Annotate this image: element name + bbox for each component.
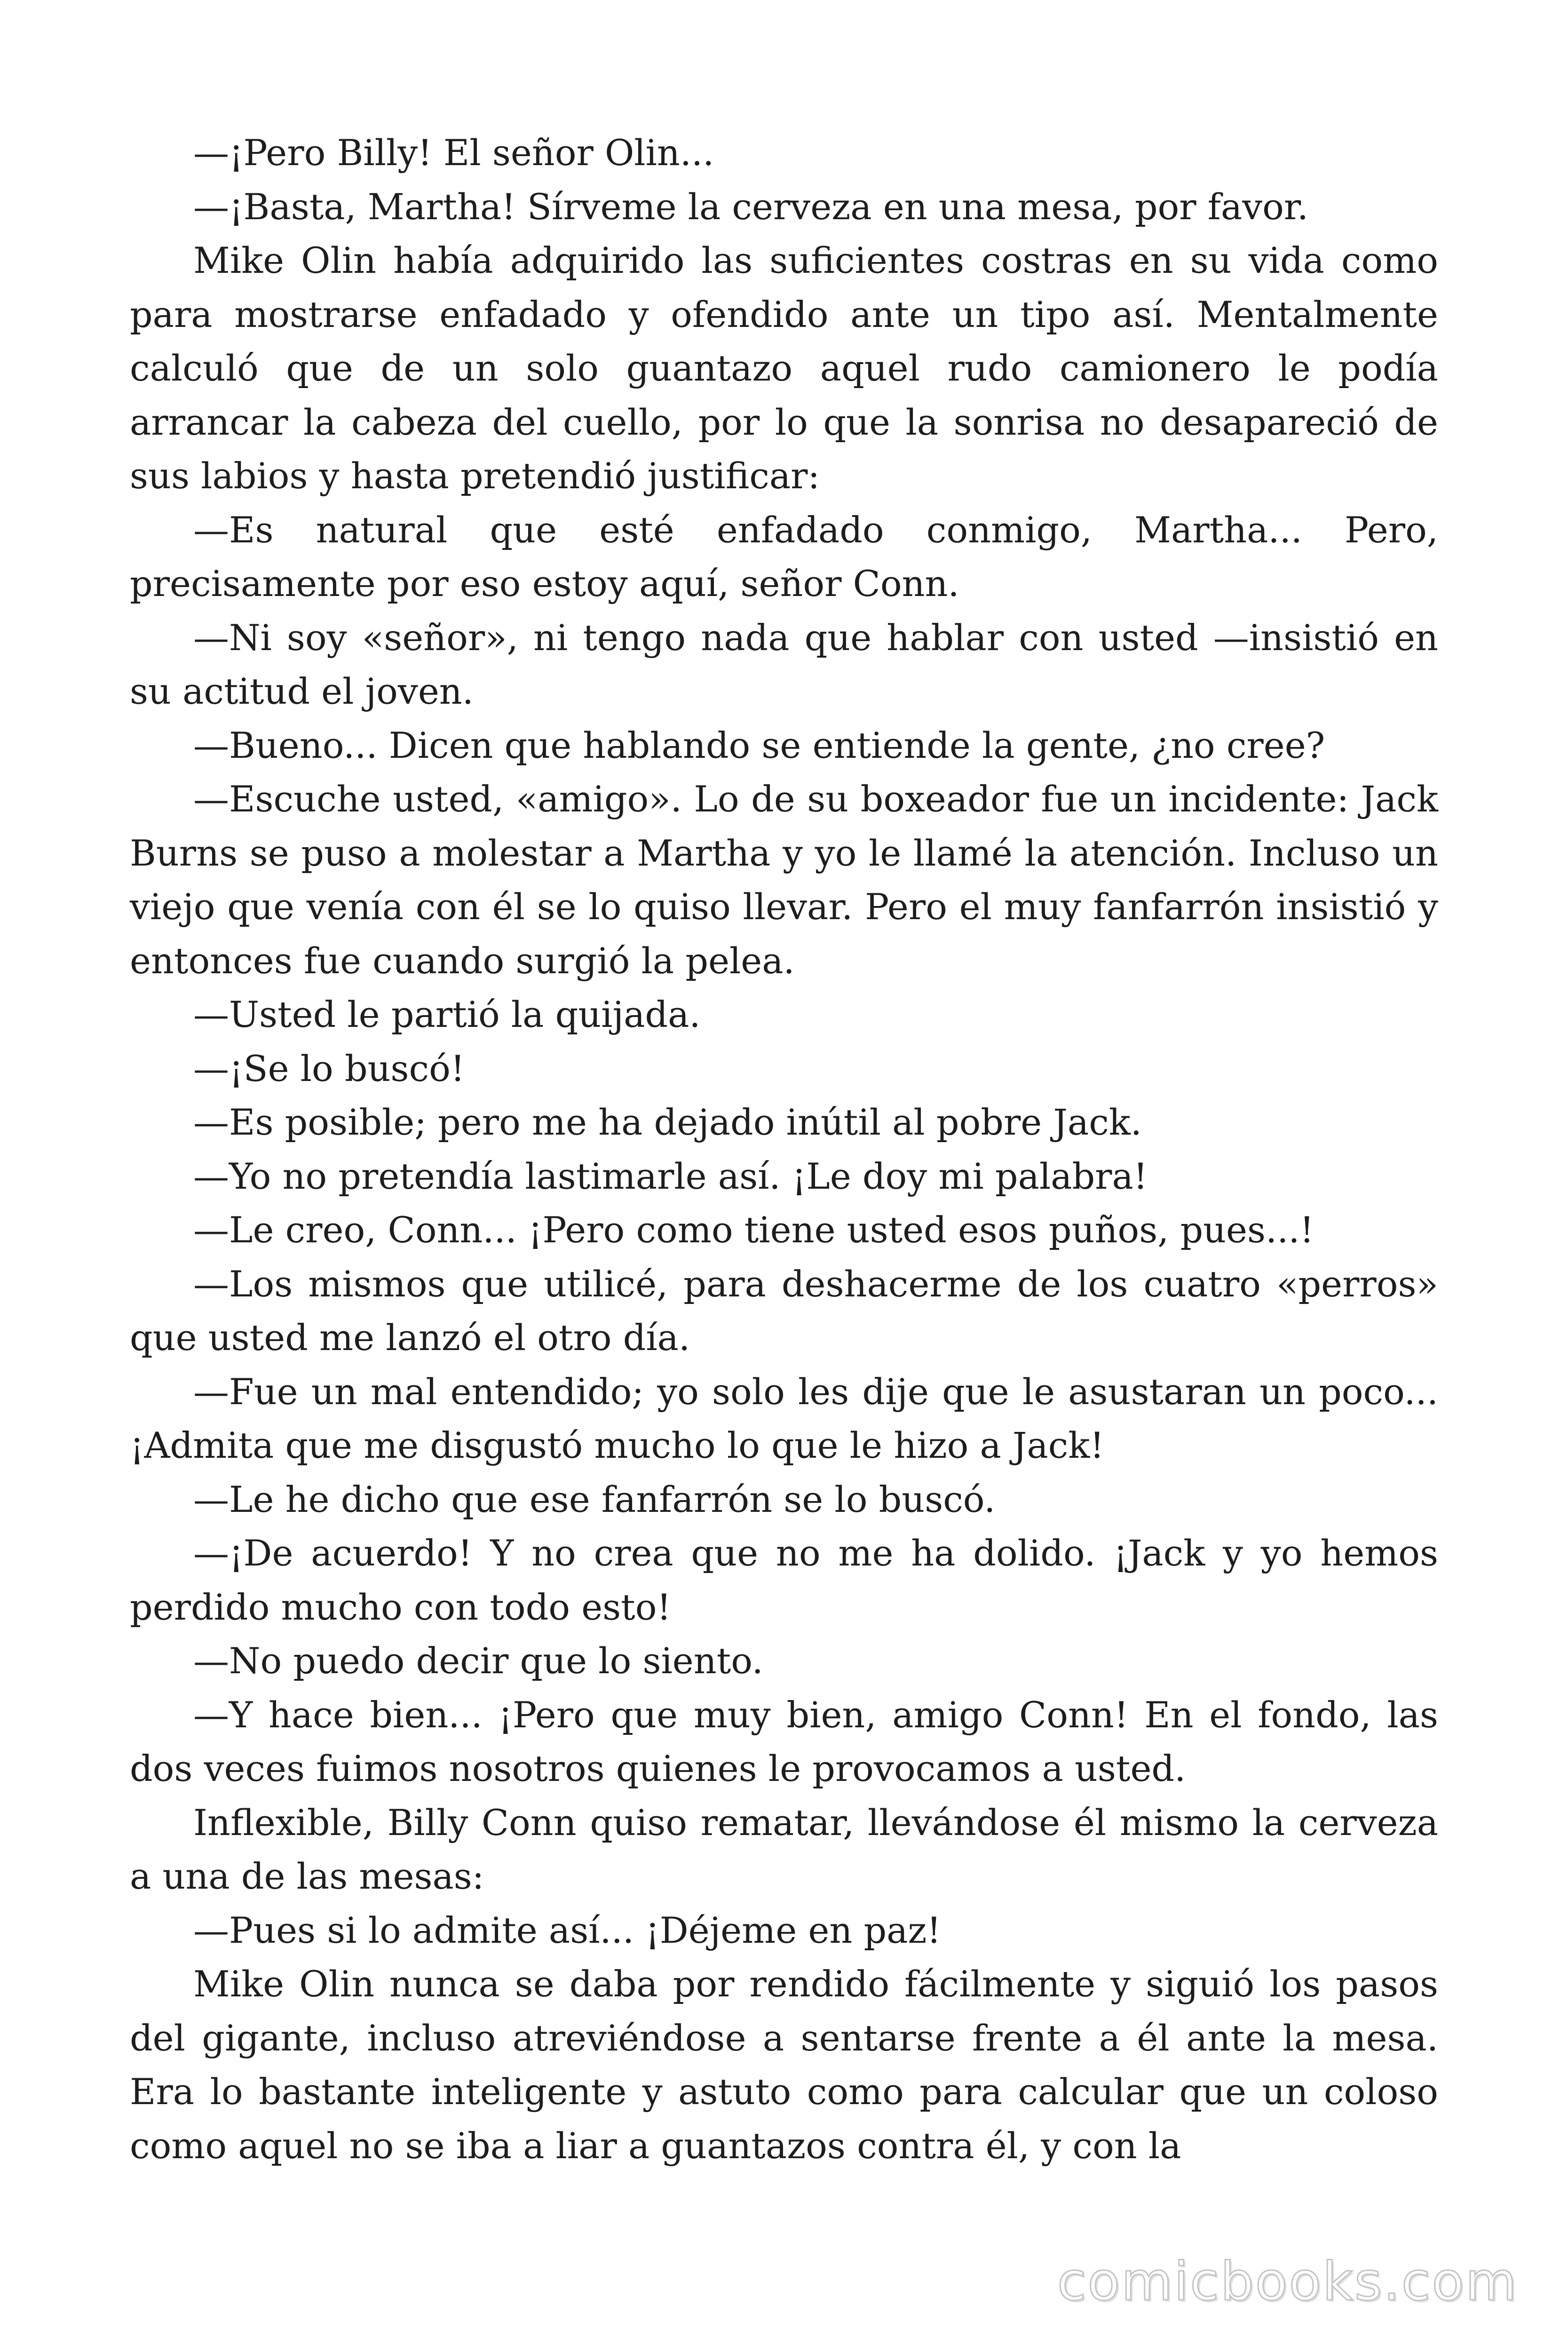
paragraph: —Le he dicho que ese fanfarrón se lo buscó. [193, 1478, 996, 1520]
paragraph: —¡Pero Billy! El señor Olin... [193, 132, 714, 174]
paragraph: —Bueno... Dicen que hablando se entiende la gente, ¿no cree? [193, 724, 1325, 766]
paragraph: Mike Olin había adquirido las suficientes costras en su vida como para mostrarse enfadado y ofendido ante un tipo así. Mentalmente calculó que de un solo guantazo aquel rudo camionero le podía arrancar la cabeza del cuello, por lo que la sonrisa no desapareció de sus labios y hasta pretendió justificar: [130, 239, 1438, 497]
watermark-logo: comicbooks.com [1057, 2251, 1518, 2312]
paragraph: —Ni soy «señor», ni tengo nada que hablar con usted —insistió en su actitud el joven. [130, 616, 1438, 712]
paragraph: Inflexible, Billy Conn quiso rematar, llevándose él mismo la cerveza a una de las mesas: [130, 1801, 1438, 1897]
paragraph: —¡Basta, Martha! Sírveme la cerveza en una mesa, por favor. [193, 185, 1308, 228]
body-text [130, 126, 1438, 2173]
paragraph: —¡De acuerdo! Y no crea que no me ha dolido. ¡Jack y yo hemos perdido mucho con todo esto! [130, 1532, 1438, 1628]
paragraph: —¡Se lo buscó! [193, 1047, 465, 1089]
paragraph: —Es natural que esté enfadado conmigo, Martha... Pero, precisamente por eso estoy aquí, señor Conn. [130, 509, 1438, 604]
paragraph: —Los mismos que utilicé, para deshacerme de los cuatro «perros» que usted me lanzó el otro día. [130, 1263, 1438, 1359]
paragraph: —Escuche usted, «amigo». Lo de su boxeador fue un incidente: Jack Burns se puso a molestar a Martha y yo le llamé la atención. Incluso un viejo que venía con él se lo quiso llevar. Pero el muy fanfarrón insistió y entonces fue cuando surgió la pelea. [130, 778, 1438, 982]
paragraph: —Yo no pretendía lastimarle así. ¡Le doy mi palabra! [193, 1155, 1148, 1197]
paragraph: Mike Olin nunca se daba por rendido fácilmente y siguió los pasos del gigante, incluso atreviéndose a sentarse frente a él ante la mesa. Era lo bastante inteligente y astuto como para calcular que un coloso como aquel no se iba a liar a guantazos contra él, y con la [130, 1963, 1438, 2167]
paragraph: —Fue un mal entendido; yo solo les dije que le asustaran un poco... ¡Admita que me disgustó mucho lo que le hizo a Jack! [130, 1370, 1438, 1466]
paragraph: —No puedo decir que lo siento. [193, 1640, 763, 1682]
paragraph: —Usted le partió la quijada. [193, 993, 701, 1035]
paragraph: —Es posible; pero me ha dejado inútil al pobre Jack. [193, 1101, 1142, 1143]
paragraph: —Le creo, Conn... ¡Pero como tiene usted esos puños, pues...! [193, 1209, 1315, 1251]
paragraph: —Pues si lo admite así... ¡Déjeme en paz! [193, 1909, 941, 1951]
paragraph: —Y hace bien... ¡Pero que muy bien, amigo Conn! En el fondo, las dos veces fuimos nosotros quienes le provocamos a usted. [130, 1693, 1438, 1789]
